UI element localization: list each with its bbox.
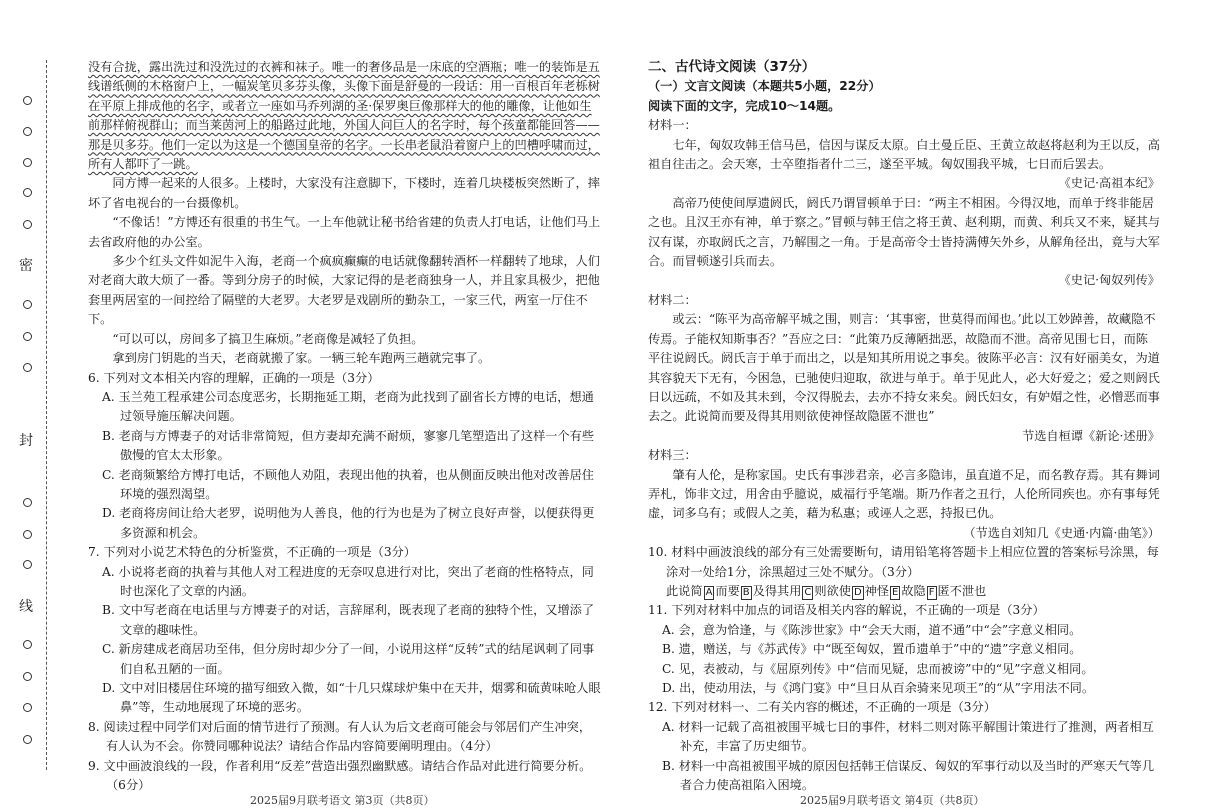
material-1-source-2: 《史记·匈奴列传》 xyxy=(1058,273,1160,288)
story-paragraph: 同方博一起来的人很多。上楼时，大家没有注意脚下，下楼时，连着几块楼板突然断了，摔坏了省电视台的一台摄像机。 xyxy=(88,176,600,210)
question-6-option-a: A. 玉兰苑工程承建公司态度恶劣，长期拖延工期，老商为此找到了副省长方博的电话，想通过领导施压解决问题。 xyxy=(102,389,594,424)
binding-hole xyxy=(23,332,32,341)
story-paragraph: 多少个红头文件如泥牛入海，老商一个疯疯癫癫的电话就像翻转酒杯一样翻转了地球，人们对老商大敢大烦了一番。等到分房子的时候，大家记得的是老商独身一人，并且家具极少，把他套里两居室的一间控给了隔壁的大老罗。大老罗是戏剧所的勤杂工，一家三代，两室一厅住不下。 xyxy=(88,254,600,327)
binding-hole xyxy=(23,220,32,229)
question-12-stem: 12. 下列对材料一、二有关内容的概述，不正确的一项是（3分） xyxy=(648,700,996,715)
segment: 此说简 xyxy=(666,583,703,598)
question-11-option-c: C. 见，表被动，与《屈原列传》中“信而见疑，忠而被谤”中的“见”字意义相同。 xyxy=(662,661,1094,676)
question-6-option-c: C. 老商频繁给方博打电话，不顾他人劝阻，表现出他的执着，也从侧面反映出他对改善居住环境的强烈渴望。 xyxy=(102,467,594,501)
binding-margin xyxy=(0,0,60,800)
segment: 而要 xyxy=(715,583,740,598)
segment: 故隐 xyxy=(901,583,926,598)
material-1-paragraph-2: 高帝乃使使间厚遗阏氏，阏氏乃谓冒顿单于曰：“两主不相困。今得汉地，而单于终非能居之也。且汉王亦有神，单于察之。”冒顿与韩王信之将王黄、赵利期，而黄、利兵又不来，疑其与汉有谋，亦取阏氏之言，乃解围之一角。于是高帝令士皆持满傅矢外乡，从解角径出，竟与大军合。而冒顿遂引兵而去。 xyxy=(648,195,1161,269)
binding-hole xyxy=(23,640,32,649)
binding-char-mi: 密 xyxy=(19,258,33,274)
break-mark-f[interactable]: F xyxy=(928,586,935,598)
story-paragraph: “不像话！”方博还有很重的书生气。一上车他就让秘书给省建的负责人打电话，让他们马上去省政府他的办公室。 xyxy=(88,215,601,249)
material-3-label: 材料三： xyxy=(648,448,697,463)
segment: 神怪 xyxy=(864,583,890,598)
question-12-option-a: A. 材料一记载了高祖被围平城七日的事件，材料二则对陈平解围计策进行了推测，两者相互补充，丰富了历史细节。 xyxy=(662,719,1154,754)
segment: 匿不泄也 xyxy=(937,583,987,598)
question-10-segmented-sentence xyxy=(648,582,1160,601)
right-column xyxy=(648,58,1160,795)
question-7-option-b: B. 文中写老商在电话里与方博妻子的对话，言辞犀利，既表现了老商的独特个性，又增添了文章的趣味性。 xyxy=(102,603,595,637)
binding-hole xyxy=(23,158,32,167)
question-7-option-d: D. 文中对旧楼居住环境的描写细致入微，如“十几只煤球炉集中在天井，烟雾和硫黄味呛人眼鼻”等，生动地展现了环境的恶劣。 xyxy=(102,681,601,715)
binding-hole xyxy=(23,703,32,712)
story-paragraph-wavy: 没有合拢，露出洗过和没洗过的衣裤和袜子。唯一的奢侈品是一床底的空酒瓶；唯一的装饰是五线谱纸侧的木格窗户上，一幅炭笔贝多芬头像，头像下面是舒曼的一段话：用一百根百年老栎树在平原上排成他的名字，或者立一座如马乔列湖的圣·保罗奥巨像那样大的他的雕像，让他如生前那样俯视群山；而当莱茵河上的船路过此地，外国人问巨人的名字时，每个孩童都能回答——那是贝多芬。他们一定以为这是一个德国皇帝的名字。一长串老鼠沿着窗户上的凹槽呼啸而过，所有人都吓了一跳。 xyxy=(88,60,600,172)
question-7-option-c: C. 新房建成老商居功至伟，但分房时却少分了一间，小说用这样“反转”式的结尾讽刺了同事们自私丑陋的一面。 xyxy=(102,642,595,676)
question-6-option-d: D. 老商将房间让给大老罗，说明他为人善良，他的行为也是为了树立良好声誉，以便获得更多资源和机会。 xyxy=(102,506,595,540)
question-11-stem: 11. 下列对材料中加点的词语及相关内容的解说，不正确的一项是（3分） xyxy=(648,603,1045,618)
material-1-paragraph: 七年，匈奴攻韩王信马邑，信因与谋反太原。白土曼丘臣、王黄立故赵将赵利为王以反，高祖自往击之。会天寒，士卒堕指者什二三，遂至平城。匈奴围我平城，七日而后罢去。 xyxy=(648,137,1160,172)
question-6-option-b: B. 老商与方博妻子的对话非常简短，但方妻却充满不耐烦，寥寥几笔塑造出了这样一个有些傲慢的官太太形象。 xyxy=(102,428,595,463)
binding-hole xyxy=(23,96,32,105)
question-11-option-a: A. 会，意为恰逢，与《陈涉世家》中“会天大雨，道不通”中“会”字意义相同。 xyxy=(662,622,1082,637)
story-paragraph: 拿到房门钥匙的当天，老商就搬了家。一辆三轮车跑两三趟就完事了。 xyxy=(112,351,491,366)
reading-instruction: 阅读下面的文字，完成10～14题。 xyxy=(648,98,841,113)
question-7-stem: 7. 下列对小说艺术特色的分析鉴赏，不正确的一项是（3分） xyxy=(88,545,416,560)
binding-hole xyxy=(23,560,32,569)
break-mark-c[interactable]: C xyxy=(804,586,812,598)
subsection-title: （一）文言文阅读（本题共5小题，22分） xyxy=(648,79,881,94)
question-11-option-d: D. 出，使动用法，与《鸿门宴》中“旦日从百余骑来见项王”的“从”字用法不同。 xyxy=(662,681,1095,695)
question-11-option-b: B. 遗，赠送，与《苏武传》中“既至匈奴，置币遗单于”中的“遗”字意义相同。 xyxy=(662,642,1082,657)
left-page-footer: 2025届9月联考语文 第3页（共8页） xyxy=(250,794,435,807)
left-column xyxy=(88,58,603,795)
binding-char-xian: 线 xyxy=(19,599,33,615)
material-3-source: （节选自刘知几《史通·内篇·曲笔》） xyxy=(963,525,1160,540)
binding-hole xyxy=(23,363,32,372)
binding-char-feng: 封 xyxy=(19,433,33,449)
binding-hole xyxy=(23,127,32,136)
material-1-source: 《史记·高祖本纪》 xyxy=(1058,176,1160,191)
question-10-stem: 10. 材料中画波浪线的部分有三处需要断句，请用铅笔将答题卡上相应位置的答案标号涂黑，每涂对一处给1分，涂黑超过三处不赋分。（3分） xyxy=(648,545,1159,579)
material-2-source: 节选自桓谭《新论·述册》 xyxy=(1022,428,1160,443)
segment: 及得其用 xyxy=(752,583,802,598)
binding-hole xyxy=(23,300,32,309)
break-mark-e[interactable]: E xyxy=(892,586,899,598)
question-9-stem: 9. 文中画波浪线的一段，作者利用“反差”营造出强烈幽默感。请结合作品对此进行简要分析。（6分） xyxy=(88,758,592,793)
segment: 则欲使 xyxy=(814,583,851,598)
break-mark-d[interactable]: D xyxy=(853,586,862,598)
binding-hole xyxy=(23,735,32,744)
question-12-option-b: B. 材料一中高祖被围平城的原因包括韩王信谋反、匈奴的军事行动以及当时的严寒天气等几者合力使高祖陷入困境。 xyxy=(662,758,1155,793)
question-7-option-a: A. 小说将老商的执着与其他人对工程进度的无奈叹息进行对比，突出了老商的性格特点，同时也深化了文章的内涵。 xyxy=(102,564,594,598)
binding-hole xyxy=(23,498,32,507)
binding-dashed-line xyxy=(46,60,47,770)
break-mark-a[interactable]: A xyxy=(705,586,713,598)
right-page-footer: 2025届9月联考语文 第4页（共8页） xyxy=(800,794,985,807)
question-6-stem: 6. 下列对文本相关内容的理解，正确的一项是（3分） xyxy=(88,370,380,385)
section-title: 二、古代诗文阅读（37分） xyxy=(648,59,816,75)
material-1-label: 材料一： xyxy=(648,118,697,133)
binding-hole xyxy=(23,530,32,539)
binding-hole xyxy=(23,672,32,681)
material-2-label: 材料二： xyxy=(648,292,697,307)
material-3-paragraph: 肇有人伦，是称家国。史氏有事涉君亲，必言多隐讳，虽直道不足，而名教存焉。其有舞词弄札，饰非文过，用舍由乎臆说，威福行乎笔端。斯乃作者之丑行，人伦所同疾也。亦有事每凭虚，词多乌有；或假人之美，藉为私惠；或诬人之恶，持报已仇。 xyxy=(648,467,1160,521)
material-2-paragraph: 或云：“陈平为高帝解平城之围，则言：‘其事密，世莫得而闻也。’此以工妙踔善，故藏隐不传焉。子能权知斯事否？”吾应之曰：“此策乃反薄陋拙恶，故隐而不泄。高帝见围七日，而陈平往说阏氏。阏氏言于单于而出之，以是知其所用说之事矣。彼陈平必言：汉有好丽美女，为道其容貌天下无有，今困急，已驰使归迎取，欲进与单于。单于见此人，必大好爱之；爱之则阏氏日以远疏，不如及其未到，令汉得脱去，去亦不持女来矣。阏氏妇女，有妒媢之性，必憎恶而事去之。此说简而要及得其用则欲使神怪故隐匿不泄也” xyxy=(648,312,1160,424)
story-paragraph: “可以可以，房间多了搞卫生麻烦。”老商像是减轻了负担。 xyxy=(112,331,424,346)
break-mark-b[interactable]: B xyxy=(742,586,750,598)
binding-hole xyxy=(23,188,32,197)
question-8-stem: 8. 阅读过程中同学们对后面的情节进行了预测。有人认为后文老商可能会与邻居们产生冲突，有人认为不会。你赞同哪种说法？请结合作品内容简要阐明理由。（4分） xyxy=(88,719,592,754)
